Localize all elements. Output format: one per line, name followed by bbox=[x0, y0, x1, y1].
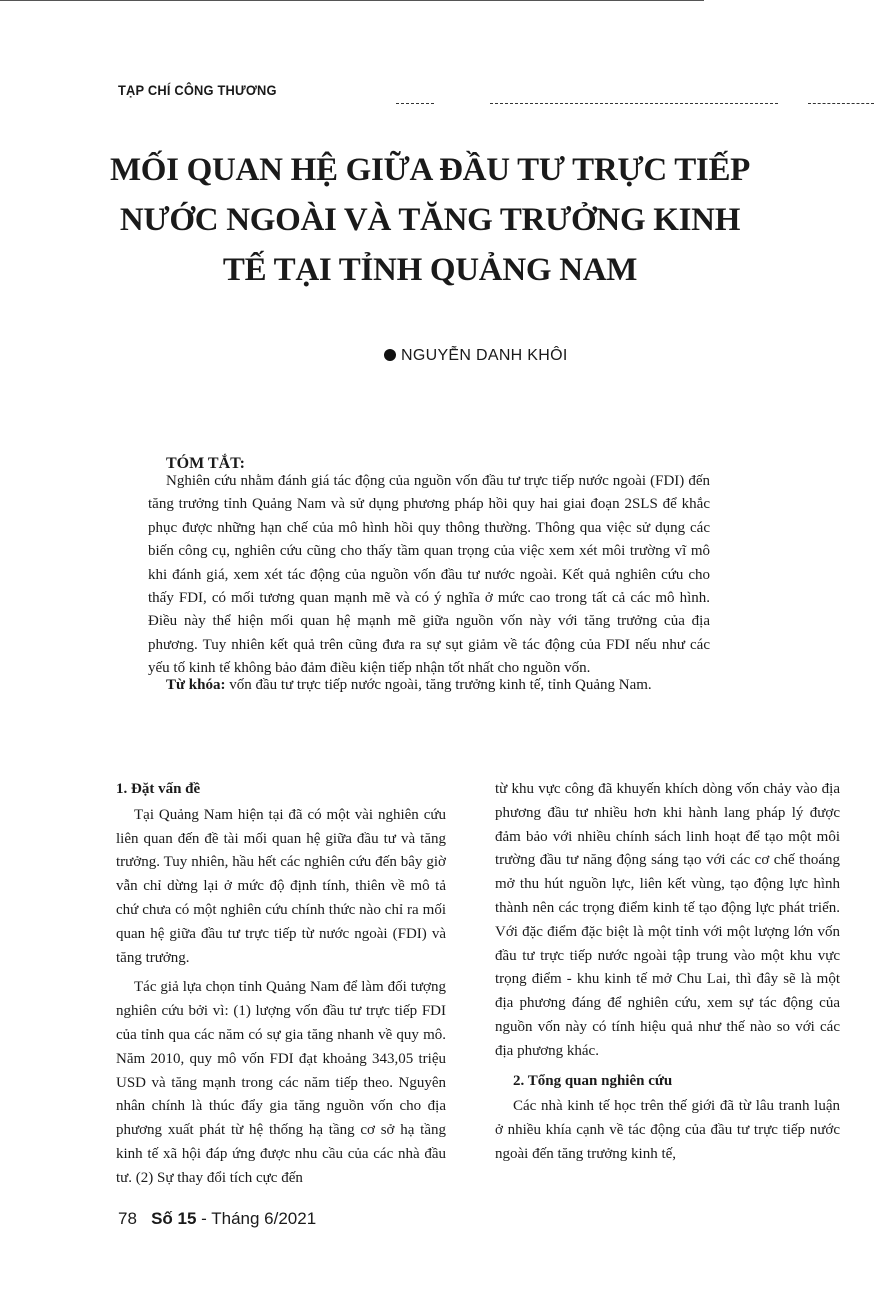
page-number: 78 bbox=[118, 1209, 137, 1228]
issue-date: - Tháng 6/2021 bbox=[196, 1209, 317, 1228]
page-footer bbox=[118, 1209, 316, 1229]
header-divider bbox=[396, 103, 434, 104]
top-rule bbox=[0, 0, 704, 1]
keywords-label: Từ khóa: bbox=[166, 677, 226, 693]
paragraph: từ khu vực công đã khuyến khích dòng vốn chảy vào địa phương đầu tư nhiều hơn khi hành lang pháp lý được đảm bảo với nhiều chính sách linh hoạt để tạo một môi trường đầu tư năng động sáng tạo với các cơ chế thoáng mở thu hút nguồn lực, liên kết vùng, tạo động lực hình thành nên các trọng điểm kinh tế tạo động lực phát triển. Với đặc điểm đặc biệt là một tỉnh với một lượng lớn vốn đầu tư trực tiếp nước ngoài tập trung vào một khu vực trọng điểm - khu kinh tế mở Chu Lai, thì đây sẽ là một địa phương đáng để nghiên cứu, xem sự tác động của nguồn vốn này có tính hiệu quả như thế nào so với các địa phương khác. bbox=[495, 781, 840, 1059]
issue-number: Số 15 bbox=[151, 1209, 197, 1228]
paragraph: Tại Quảng Nam hiện tại đã có một vài nghiên cứu liên quan đến đề tài mối quan hệ giữa đầu tư và tăng trưởng. Tuy nhiên, hầu hết các nghiên cứu đến bây giờ vẫn chỉ dừng lại ở mức độ định tính, thiên về mô tả chứ chưa có một nghiên cứu chính thức nào chỉ ra mối quan hệ giữa đầu tư trực tiếp từ nước ngoài (FDI) và tăng trưởng. bbox=[116, 806, 446, 966]
keywords-line bbox=[166, 677, 652, 694]
author-line bbox=[384, 347, 568, 365]
paragraph: Các nhà kinh tế học trên thế giới đã từ lâu tranh luận ở nhiều khía cạnh về tác động của đầu tư trực tiếp nước ngoài đến tăng trưởng kinh tế, bbox=[495, 1098, 840, 1162]
header-divider bbox=[490, 103, 778, 104]
keywords-text: vốn đầu tư trực tiếp nước ngoài, tăng trưởng kinh tế, tỉnh Quảng Nam. bbox=[229, 677, 652, 693]
abstract-text: Nghiên cứu nhằm đánh giá tác động của nguồn vốn đầu tư trực tiếp nước ngoài (FDI) đến tăng trưởng tỉnh Quảng Nam và sử dụng phương pháp hồi quy hai giai đoạn 2SLS để khắc phục được những hạn chế của mô hình hồi quy thông thường. Thông qua việc sử dụng các biến công cụ, nghiên cứu cũng cho thấy tầm quan trọng của việc xem xét môi trường vĩ mô khi đánh giá, xem xét tác động của nguồn vốn đầu tư nước ngoài. Kết quả nghiên cứu cho thấy FDI, có mối tương quan mạnh mẽ và có ý nghĩa ở mức cao trong tất cả các mô hình. Điều này thể hiện mối quan hệ mạnh mẽ giữa nguồn vốn này với tăng trưởng của địa phương. Tuy nhiên kết quả trên cũng đưa ra sự sụt giảm về tác động của FDI nếu như các yếu tố kinh tế không bảo đảm điều kiện tiếp nhận tốt nhất cho nguồn vốn. bbox=[148, 473, 710, 677]
right-column bbox=[495, 778, 840, 1173]
abstract-heading: TÓM TẮT: bbox=[166, 455, 245, 472]
bullet-icon bbox=[384, 349, 396, 361]
header-divider bbox=[808, 103, 874, 104]
article-title: MỐI QUAN HỆ GIỮA ĐẦU TƯ TRỰC TIẾP NƯỚC NGOÀI VÀ TĂNG TRƯỞNG KINH TẾ TẠI TỈNH QUẢNG NAM bbox=[109, 152, 751, 288]
section-heading: 2. Tổng quan nghiên cứu bbox=[513, 1072, 673, 1089]
journal-name: TẠP CHÍ CÔNG THƯƠNG bbox=[118, 82, 277, 98]
paragraph: Tác giả lựa chọn tỉnh Quảng Nam để làm đối tượng nghiên cứu bởi vì: (1) lượng vốn đầu tư trực tiếp FDI của tỉnh qua các năm có sự gia tăng nhanh về quy mô. Năm 2010, quy mô vốn FDI đạt khoảng 343,05 triệu USD và tăng mạnh trong các năm tiếp theo. Nguyên nhân chính là thúc đẩy gia tăng nguồn vốn cho địa phương xuất phát từ hệ thống hạ tầng cơ sở hạ tầng kinh tế xã hội đáp ứng được nhu cầu của các nhà đầu tư. (2) Sự thay đổi tích cực đến bbox=[116, 979, 446, 1186]
left-column bbox=[116, 778, 446, 1197]
author-name: NGUYỄN DANH KHÔI bbox=[401, 347, 568, 364]
section-heading: 1. Đặt vấn đề bbox=[116, 781, 201, 797]
